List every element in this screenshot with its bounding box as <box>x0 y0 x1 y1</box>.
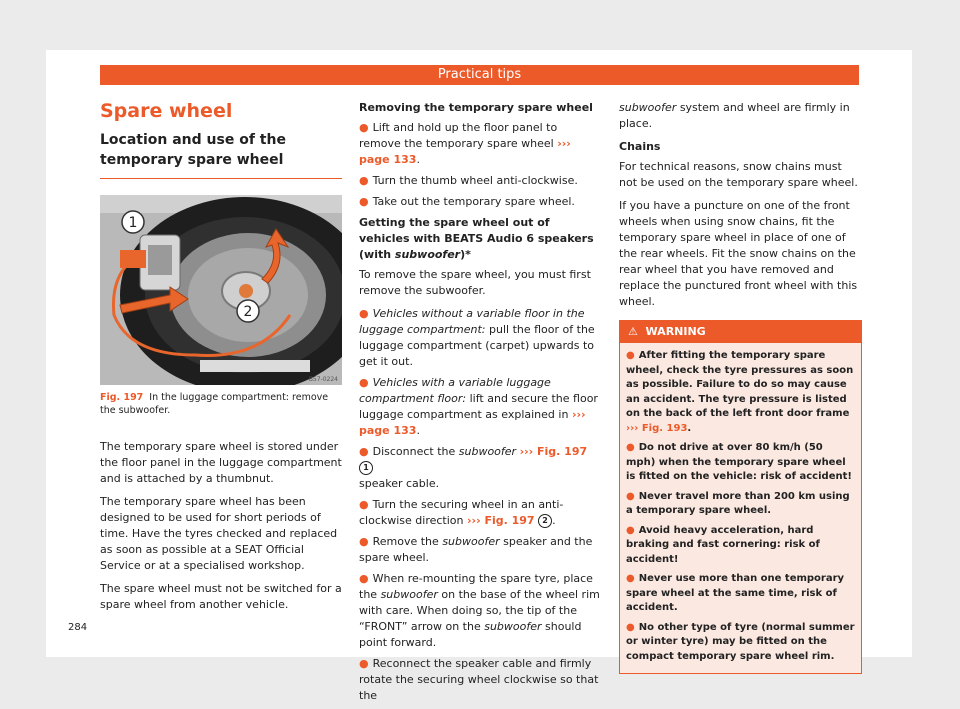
warning-item: ● Avoid heavy acceleration, hard braking and fast cornering: risk of accident! <box>626 524 820 565</box>
warning-item: ● Never use more than one temporary spare wheel at the same time, risk of accident. <box>626 573 845 613</box>
list-item: ● Disconnect the subwoofer ››› Fig. 197 1 speaker cable. <box>359 445 588 490</box>
figure-link[interactable]: ››› Fig. 197 <box>519 445 588 458</box>
list-item: ● Vehicles with a variable luggage compartment floor: lift and secure the floor luggage compartment as explained in ››› page 133. <box>359 376 598 437</box>
page-link[interactable]: ››› page 133 <box>359 137 571 166</box>
warning-body <box>620 343 861 673</box>
spare-wheel-illustration <box>100 195 342 385</box>
list-item: ● Turn the securing wheel in an anti-clockwise direction ››› Fig. 197 2 . <box>359 498 564 527</box>
figure-number: Fig. 197 <box>100 392 144 403</box>
paragraph: The temporary spare wheel has been designed to be used for short periods of time. Have the tyres checked and replaced as soon as possible at a SEAT Official Service or at a specialised workshop. <box>100 495 338 572</box>
warning-item: ● No other type of tyre (normal summer or winter tyre) may be fitted on the compact temporary spare wheel rim. <box>626 621 855 662</box>
list-item: ● Remove the subwoofer speaker and the spare wheel. <box>359 535 593 564</box>
callout-1: 1 <box>128 215 138 231</box>
page-number: 284 <box>68 622 88 633</box>
column-1 <box>100 100 342 620</box>
page-link[interactable]: ››› page 133 <box>359 408 586 437</box>
getting-heading: Getting the spare wheel out of vehicles with BEATS Audio 6 speakers (with subwoofer)* <box>359 216 594 261</box>
callout-ref-2: 2 <box>538 514 552 528</box>
paragraph: The temporary spare wheel is stored under the floor panel in the luggage compartment and is attached by a thumbnut. <box>100 440 342 485</box>
paragraph: For technical reasons, snow chains must not be used on the temporary spare wheel. <box>619 160 858 189</box>
paragraph: If you have a puncture on one of the front wheels when using snow chains, fit the temporary spare wheel in place of one of the rear wheels. Fit the snow chains on the rear wheel that you have removed and replace the punctured front wheel with this wheel. <box>619 199 858 308</box>
warning-header: ⚠ WARNING <box>620 321 861 343</box>
list-item: ● Take out the temporary spare wheel. <box>359 195 575 208</box>
callout-ref-1: 1 <box>359 461 373 475</box>
intro-paragraph: To remove the spare wheel, you must first remove the subwoofer. <box>359 268 591 297</box>
warning-item: ● Do not drive at over 80 km/h (50 mph) when the temporary spare wheel is fitted on the vehicle: risk of accident! <box>626 442 852 482</box>
figure-code: B57-0224 <box>308 376 338 383</box>
list-item: ● Turn the thumb wheel anti-clockwise. <box>359 174 578 187</box>
paragraph: The spare wheel must not be switched for a spare wheel from another vehicle. <box>100 582 342 611</box>
list-item: ● When re-mounting the spare tyre, place the subwoofer on the base of the wheel rim with care. When doing so, the tip of the “FRONT” arrow on the subwoofer should point forward. <box>359 572 600 649</box>
figure-image <box>100 195 342 385</box>
section-header: Practical tips <box>100 65 859 85</box>
callout-2: 2 <box>243 304 253 320</box>
chains-heading: Chains <box>619 140 661 153</box>
figure-link[interactable]: ››› Fig. 193 <box>626 422 688 434</box>
page-title: Spare wheel <box>100 100 233 122</box>
warning-box <box>619 320 862 674</box>
list-item: ● Lift and hold up the floor panel to remove the temporary spare wheel ››› page 133. <box>359 121 571 166</box>
caption-text: In the luggage compartment: remove the subwoofer. <box>100 392 329 416</box>
warning-item: ● Never travel more than 200 km using a temporary spare wheel. <box>626 490 850 516</box>
list-item: ● Reconnect the speaker cable and firmly rotate the securing wheel clockwise so that the <box>359 657 599 702</box>
list-item: ● Vehicles without a variable floor in the luggage compartment: pull the floor of the luggage compartment (carpet) upwards to get it out. <box>359 307 595 368</box>
warning-item: ● After fitting the temporary spare wheel, check the tyre pressures as soon as possible. Failure to do so may cause an accident. The tyre pressure is listed on the back of the left front door frame ››› Fig. 193. <box>626 350 854 434</box>
warning-icon: ⚠ <box>628 325 638 338</box>
figure-link[interactable]: ››› Fig. 197 <box>467 514 535 527</box>
removing-heading: Removing the temporary spare wheel <box>359 101 593 114</box>
figure-caption <box>100 391 342 417</box>
column-3 <box>619 100 862 674</box>
section-subtitle: Location and use of the temporary spare wheel <box>100 130 342 179</box>
column-2 <box>359 100 602 709</box>
continued-paragraph: subwoofer system and wheel are firmly in place. <box>619 101 850 130</box>
